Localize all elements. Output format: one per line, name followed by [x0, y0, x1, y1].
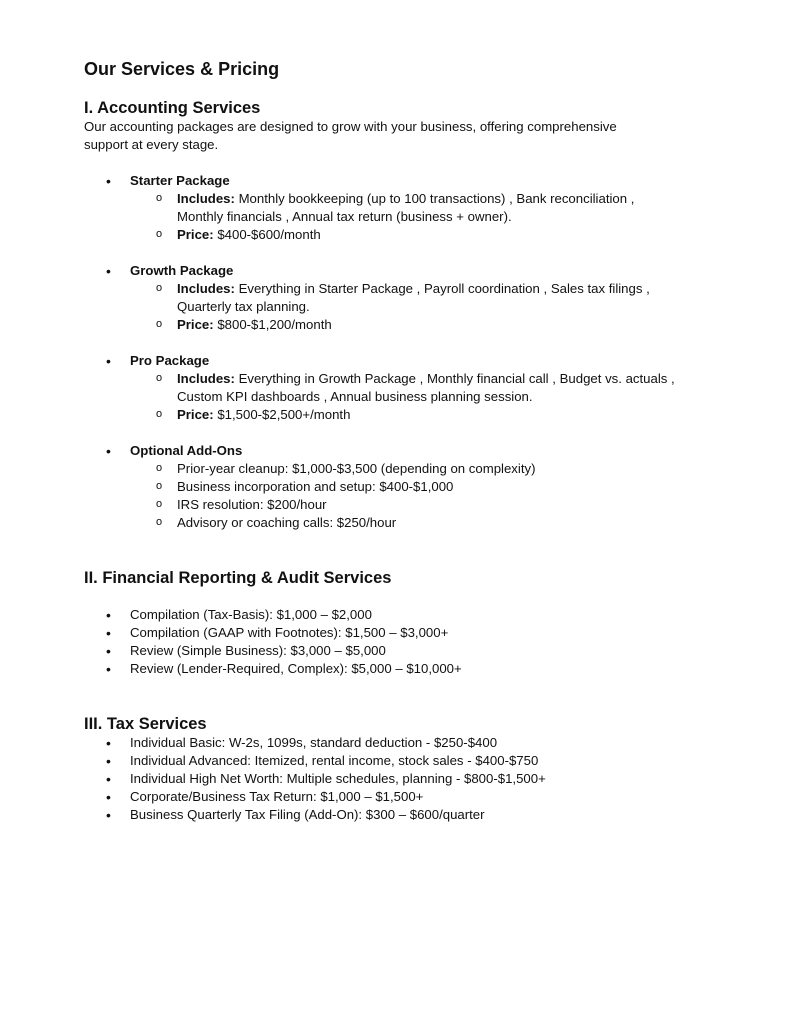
package-price	[130, 406, 724, 424]
addon-item: o Advisory or coaching calls: $250/hour	[130, 514, 724, 532]
section-heading-accounting: I. Accounting Services	[84, 99, 261, 117]
page-title: Our Services & Pricing	[84, 59, 280, 79]
package-price	[130, 316, 724, 334]
list-item: • Individual Basic: W-2s, 1099s, standard deduction - $250-$400	[84, 734, 724, 752]
list-item: • Compilation (GAAP with Footnotes): $1,500 – $3,000+	[84, 624, 724, 642]
includes-label: Includes:	[177, 371, 235, 386]
package-details	[130, 190, 724, 244]
package-details	[130, 370, 724, 424]
package-name: Growth Package	[130, 263, 234, 278]
list-item: • Individual High Net Worth: Multiple schedules, planning - $800-$1,500+	[84, 770, 724, 788]
addon-item: o Prior-year cleanup: $1,000-$3,500 (depending on complexity)	[130, 460, 724, 478]
price-value: $800-$1,200/month	[217, 317, 332, 332]
list-item-optional-addons	[84, 442, 724, 532]
list-item: • Compilation (Tax-Basis): $1,000 – $2,000	[84, 606, 724, 624]
package-includes	[130, 370, 724, 406]
price-label: Price:	[177, 407, 214, 422]
list-item: • Individual Advanced: Itemized, rental income, stock sales - $400-$750	[84, 752, 724, 770]
package-includes	[130, 280, 724, 316]
tax-list	[84, 734, 724, 824]
includes-text-line2: Custom KPI dashboards , Annual business planning session.	[177, 389, 533, 404]
addon-item: o IRS resolution: $200/hour	[130, 496, 724, 514]
accounting-intro-text: Our accounting packages are designed to grow with your business, offering comprehensive support at every stage.	[84, 119, 617, 152]
package-name: Starter Package	[130, 173, 230, 188]
list-item-growth-package	[84, 262, 724, 334]
document-page	[84, 58, 724, 824]
section-heading-reporting: II. Financial Reporting & Audit Services	[84, 569, 392, 587]
includes-label: Includes:	[177, 191, 235, 206]
list-item: • Review (Lender-Required, Complex): $5,000 – $10,000+	[84, 660, 724, 678]
includes-text-line1: Everything in Starter Package , Payroll coordination , Sales tax filings ,	[238, 281, 650, 296]
addon-list	[130, 460, 724, 532]
includes-text-line2: Quarterly tax planning.	[177, 299, 310, 314]
package-includes	[130, 190, 724, 226]
list-item: • Corporate/Business Tax Return: $1,000 – $1,500+	[84, 788, 724, 806]
price-value: $400-$600/month	[217, 227, 321, 242]
includes-text-line1: Monthly bookkeeping (up to 100 transactions) , Bank reconciliation ,	[238, 191, 635, 206]
section-heading-tax: III. Tax Services	[84, 715, 207, 733]
package-details	[130, 280, 724, 334]
price-label: Price:	[177, 317, 214, 332]
includes-text-line1: Everything in Growth Package , Monthly financial call , Budget vs. actuals ,	[238, 371, 675, 386]
addon-item: o Business incorporation and setup: $400-$1,000	[130, 478, 724, 496]
price-label: Price:	[177, 227, 214, 242]
list-item-starter-package	[84, 172, 724, 244]
package-name: Optional Add-Ons	[130, 443, 243, 458]
includes-text-line2: Monthly financials , Annual tax return (business + owner).	[177, 209, 512, 224]
package-price	[130, 226, 724, 244]
reporting-list	[84, 606, 724, 678]
list-item: • Business Quarterly Tax Filing (Add-On): $300 – $600/quarter	[84, 806, 724, 824]
price-value: $1,500-$2,500+/month	[217, 407, 351, 422]
package-name: Pro Package	[130, 353, 210, 368]
list-item: • Review (Simple Business): $3,000 – $5,000	[84, 642, 724, 660]
accounting-intro	[84, 118, 724, 154]
accounting-package-list	[84, 172, 724, 532]
includes-label: Includes:	[177, 281, 235, 296]
list-item-pro-package	[84, 352, 724, 424]
